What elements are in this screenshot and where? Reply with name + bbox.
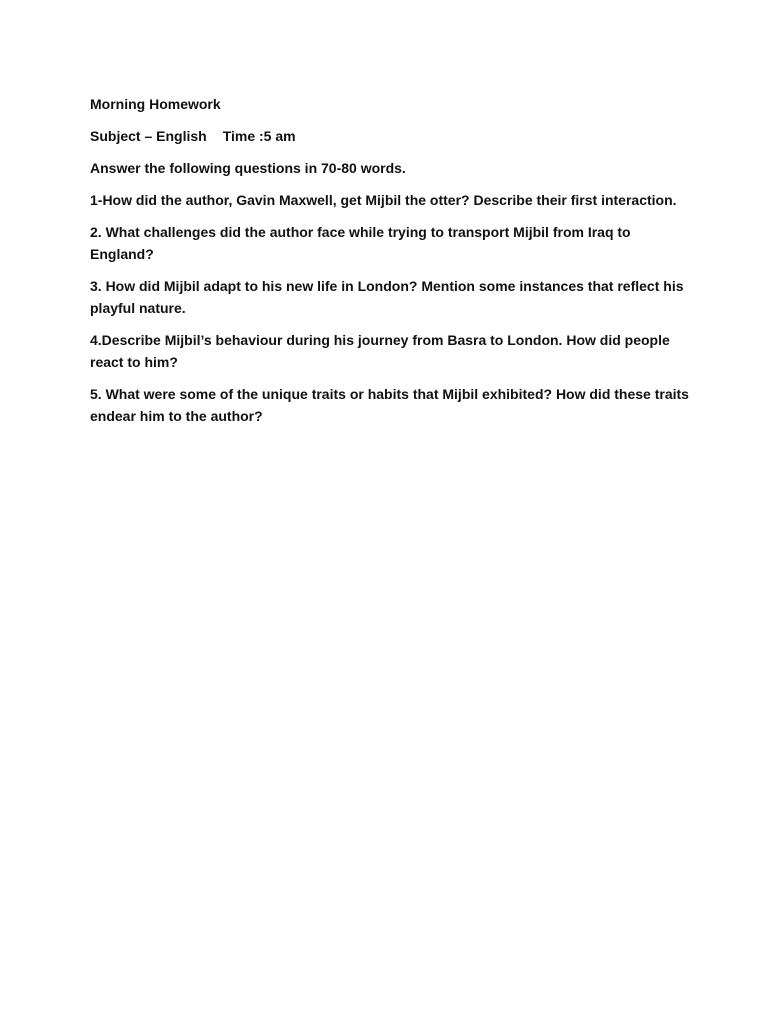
subject-label: Subject – English <box>90 128 207 144</box>
time-label: Time :5 am <box>222 128 296 144</box>
question-3: 3. How did Mijbil adapt to his new life in London? Mention some instances that reflect his playful nature. <box>90 278 684 316</box>
subject-time-row <box>90 125 690 147</box>
question-4: 4.Describe Mijbil’s behaviour during his journey from Basra to London. How did people react to him? <box>90 332 670 370</box>
question-5: 5. What were some of the unique traits or habits that Mijbil exhibited? How did these traits endear him to the author? <box>90 386 689 424</box>
question-2: 2. What challenges did the author face while trying to transport Mijbil from Iraq to England? <box>90 224 631 262</box>
question-1: 1-How did the author, Gavin Maxwell, get Mijbil the otter? Describe their first interaction. <box>90 192 677 208</box>
document-content <box>90 93 690 437</box>
instruction-text: Answer the following questions in 70-80 words. <box>90 160 406 176</box>
document-title: Morning Homework <box>90 96 221 112</box>
